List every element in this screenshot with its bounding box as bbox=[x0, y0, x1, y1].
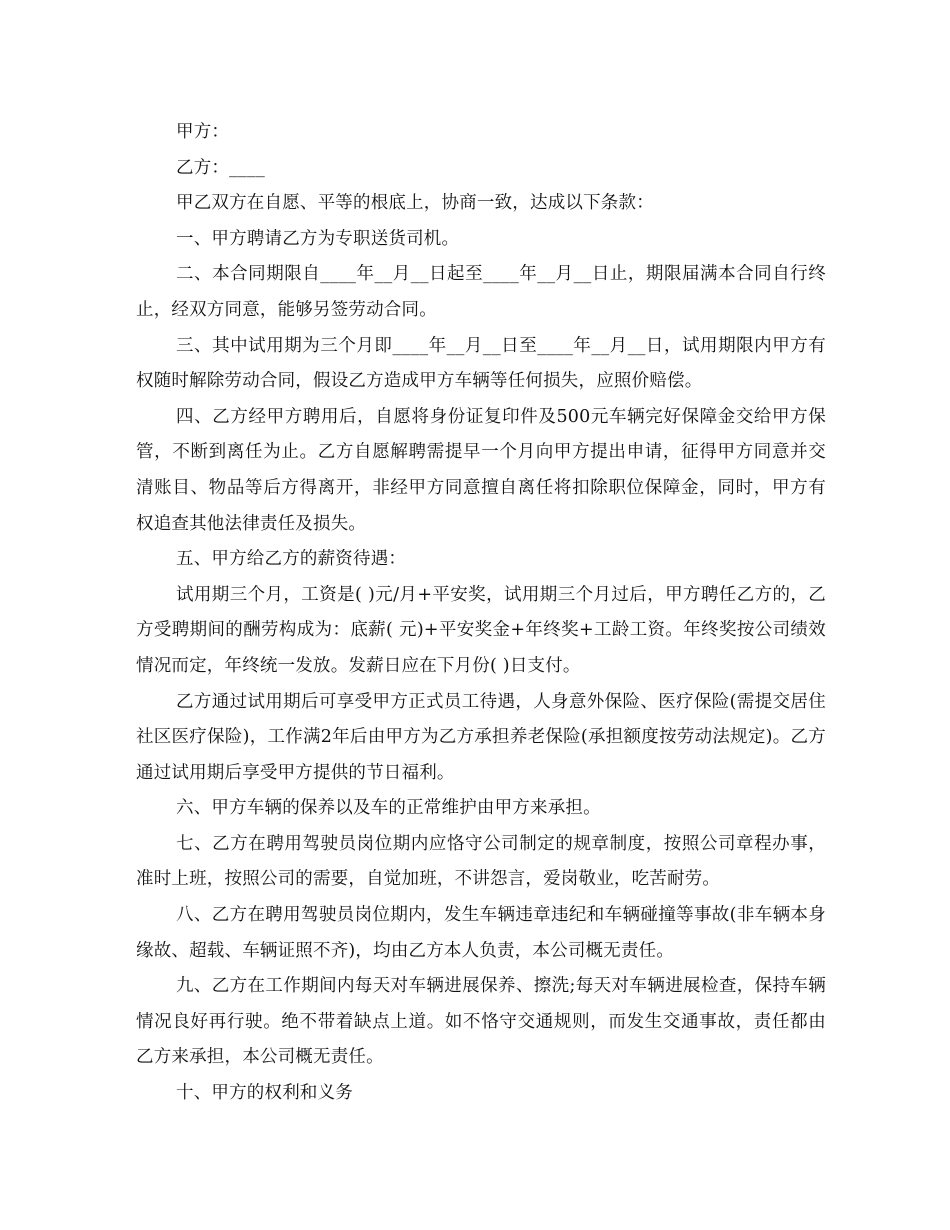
clause-6: 六、甲方车辆的保养以及车的正常维护由甲方来承担。 bbox=[176, 798, 601, 819]
clause-3: 三、其中试用期为三个月即____年__月__日至____年__月__日，试用期限内甲方有权随时解除劳动合同，假设乙方造成甲方车辆等任何损失，应照价赔偿。 bbox=[136, 335, 826, 392]
document-body bbox=[136, 115, 826, 1112]
clause-7: 七、乙方在聘用驾驶员岗位期内应恪守公司制定的规章制度，按照公司章程办事，准时上班，按照公司的需要，自觉加班，不讲怨言，爱岗敬业，吃苦耐劳。 bbox=[136, 833, 826, 890]
clause-5-salary-paragraph: 试用期三个月，工资是( )元/月+平安奖，试用期三个月过后，甲方聘任乙方的，乙方受聘期间的酬劳构成为：底薪( 元)+平安奖金+年终奖+工龄工资。年终奖按公司绩效情况而定，年终统一发放。发薪日应在下月份( )日支付。 bbox=[136, 584, 826, 676]
clause-9: 九、乙方在工作期间内每天对车辆进展保养、擦洗;每天对车辆进展检查，保持车辆情况良好再行驶。绝不带着缺点上道。如不恪守交通规则，而发生交通事故，责任都由乙方来承担，本公司概无责任。 bbox=[136, 976, 826, 1068]
clause-5-benefits-paragraph: 乙方通过试用期后可享受甲方正式员工待遇，人身意外保险、医疗保险(需提交居住社区医疗保险)，工作满2年后由甲方为乙方承担养老保险(承担额度按劳动法规定)。乙方通过试用期后享受甲方提供的节日福利。 bbox=[136, 691, 826, 783]
party-b-line: 乙方：____ bbox=[176, 157, 265, 178]
clause-1: 一、甲方聘请乙方为专职送货司机。 bbox=[176, 228, 460, 249]
preamble-paragraph: 甲乙双方在自愿、平等的根底上，协商一致，达成以下条款： bbox=[176, 193, 654, 214]
clause-8: 八、乙方在聘用驾驶员岗位期内，发生车辆违章违纪和车辆碰撞等事故(非车辆本身缘故、超载、车辆证照不齐)，均由乙方本人负责，本公司概无责任。 bbox=[136, 905, 826, 961]
clause-2: 二、本合同期限自____年__月__日起至____年__月__日止，期限届满本合同自行终止，经双方同意，能够另签劳动合同。 bbox=[136, 264, 826, 320]
clause-5-heading: 五、甲方给乙方的薪资待遇： bbox=[176, 549, 407, 570]
clause-4: 四、乙方经甲方聘用后，自愿将身份证复印件及500元车辆完好保障金交给甲方保管，不断到离任为止。乙方自愿解聘需提早一个月向甲方提出申请，征得甲方同意并交清账目、物品等后方得离开，非经甲方同意擅自离任将扣除职位保障金，同时，甲方有权追查其他法律责任及损失。 bbox=[136, 406, 826, 534]
clause-10-heading: 十、甲方的权利和义务 bbox=[176, 1083, 353, 1104]
party-a-line: 甲方： bbox=[176, 122, 230, 142]
